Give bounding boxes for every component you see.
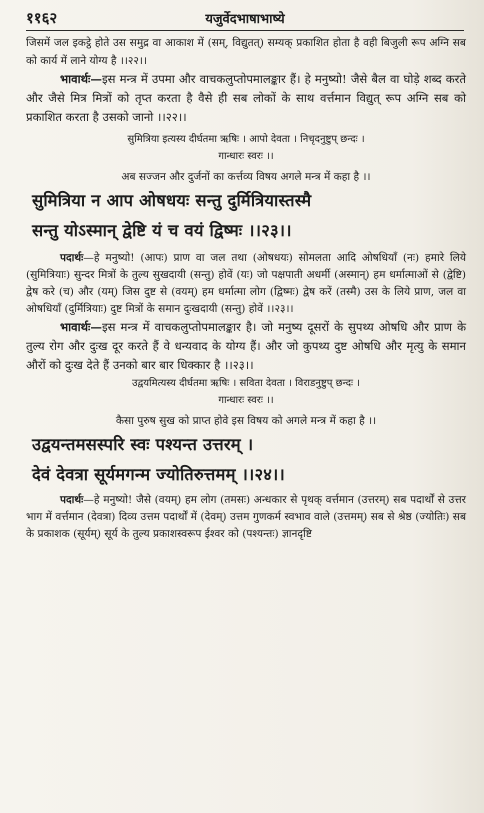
mantra-24-metadata: उद्वयमित्यस्य दीर्घतमा ऋषिः । सविता देवता । विराडनुष्टुप् छन्दः । — [131, 378, 360, 389]
mantra-23-metadata: सुमित्रिया इत्यस्य दीर्घतमा ऋषिः । आपो देवता । निचृदनुष्टुप् छन्दः । — [127, 134, 365, 145]
mantra-24-line-1: उद्वयन्तमसस्परि स्वः पश्यन्त उत्तरम् । — [32, 435, 254, 454]
paragraph-continuation — [26, 34, 466, 70]
mantra-23-line-2: सन्तु योऽस्मान् द्वेष्टि यं च वयं द्विष्मः ।।२३।। — [32, 221, 292, 240]
page-number: ११६२ — [26, 9, 58, 27]
mantra-23-swara: गान्धारः स्वरः ।। — [218, 151, 274, 162]
padarth-24 — [26, 492, 466, 543]
running-title: यजुर्वेदभाषाभाष्ये — [205, 12, 285, 27]
mantra-23-line-1: सुमित्रिया न आप ओषधयः सन्तु दुर्मित्रियास्तस्मै — [32, 191, 312, 210]
page-header — [26, 8, 464, 31]
mantra-24-intro: कैसा पुरुष सुख को प्राप्त होवे इस विषय को अगले मन्त्र में कहा है ।। — [115, 415, 377, 427]
mantra-23-intro: अब सज्जन और दुर्जनों का कर्त्तव्य विषय अगले मन्त्र में कहा है ।। — [121, 171, 371, 183]
line-2: होता है वही बिजुली रूप अग्नि सब को कार्य में लाने योग्य है ।।२२।। — [26, 37, 466, 67]
padarth-label: पदार्थः — [60, 252, 84, 264]
bhavarth-text: इस मन्त्र में वाचकलुप्तोपमालङ्कार है। जो मनुष्य दूसरों के सुपथ्य ओषधि और प्राण के तुल्य रोग और दुःख दूर करते हैं वे धन्यवाद के योग्य हैं। और जो कुपथ्य दुष्ट ओषधि और मृत्यु के समान औरों को दुःख देते हैं उनको बार बार धिक्कार है ।।२३।। — [26, 320, 466, 372]
bhavarth-text: इस मन्त्र में उपमा और वाचकलुप्तोपमालङ्कार हैं। हे मनुष्यो! जैसे बैल वा घोड़े शब्द करते और जैसे मित्र मित्रों को तृप्त करता है वैसे ही सब लोकों के साथ वर्त्तमान विद्युत् रूप अग्नि सब को प्रकाशित करता है उसको जानो ।।२२।। — [26, 72, 466, 124]
padarth-label: पदार्थः — [60, 494, 84, 506]
padarth-23 — [26, 250, 466, 318]
padarth-text: —हे मनुष्यो! जैसे (वयम्) हम लोग (तमसः) अन्धकार से पृथक् वर्त्तमान (उत्तरम्) सब पदार्थों से उत्तर भाग में वर्त्तमान (देवत्रा) दिव्य उत्तम पदार्थों में (देवम्) उत्तम गुणकर्म स्वभाव वाले (उत्तमम्) सब से श्रेष्ठ (ज्योतिः) सब के प्रकाशक (सूर्यम्) सूर्य के तुल्य प्रकाशस्वरूप ईश्वर को (पश्यन्तः) ज्ञानदृष्टि — [26, 494, 466, 540]
mantra-24-line-2: देवं देवत्रा सूर्यमगन्म ज्योतिरुत्तमम् ।।२४।। — [32, 465, 285, 484]
bhavarth-label: भावार्थः— — [60, 320, 102, 334]
mantra-24-swara: गान्धारः स्वरः ।। — [218, 395, 274, 406]
bhavarth-22 — [26, 70, 466, 127]
padarth-text: —हे मनुष्यो! (आपः) प्राण वा जल तथा (ओषधयः) सोमलता आदि ओषधियाँ (नः) हमारे लिये (सुमित्रियाः) सुन्दर मित्रों के तुल्य सुखदायी (सन्तु) होवें (यः) जो पक्षपाती अधर्मी (अस्मान्) हम धर्मात्माओं से (द्वेष्टि) द्वेष करे (च) और (यम्) जिस दुष्ट से (वयम्) हम धर्मात्मा लोग (द्विष्मः) द्वेष करें (तस्मै) उस के लिये प्राण, जल वा ओषधियाँ (दुर्मित्रियाः) दुष्ट मित्रों के समान दुःखदायी (सन्तु) होवें ।।२३।। — [26, 252, 466, 315]
bhavarth-23 — [26, 318, 466, 375]
line-1: जिसमें जल इकट्ठे होते उस समुद्र वा आकाश में (सम्, विद्युतत्) सम्यक् प्रकाशित — [26, 37, 330, 49]
bhavarth-label: भावार्थः— — [60, 72, 102, 86]
